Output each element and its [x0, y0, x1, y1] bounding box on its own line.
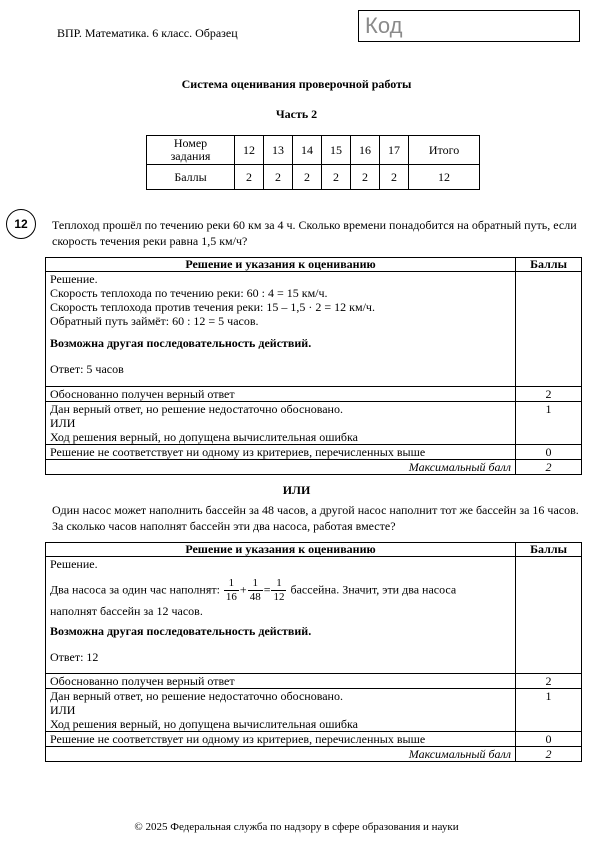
points-label: Баллы — [147, 165, 235, 190]
equals-sign: = — [263, 582, 271, 597]
solution-row — [46, 272, 582, 387]
fraction — [224, 577, 239, 604]
total-label: Итого — [409, 136, 480, 165]
task-number: 13 — [264, 136, 293, 165]
criterion-row — [46, 689, 582, 732]
max-score-row — [46, 460, 582, 475]
criterion-text: Обоснованно получен верный ответ — [46, 674, 516, 689]
fraction — [271, 577, 286, 604]
criterion-text — [46, 689, 516, 732]
task-number: 17 — [380, 136, 409, 165]
score-table — [146, 135, 480, 190]
criterion-row — [46, 732, 582, 747]
grading-header-row — [46, 543, 582, 557]
solution-cell — [46, 557, 516, 674]
fraction-numerator: 1 — [224, 577, 239, 591]
max-score-row — [46, 747, 582, 762]
criterion-text: Решение не соответствует ни одному из критериев, перечисленных выше — [46, 445, 516, 460]
fraction-denominator: 48 — [249, 591, 261, 603]
problem-text-1: Теплоход прошёл по течению реки 60 км за 4 ч. Сколько времени понадобится на обратный путь, если скорость течения реки равна 1,5 км/ч? — [52, 218, 577, 248]
footer-copyright: © 2025 Федеральная служба по надзору в сфере образования и науки — [134, 821, 459, 833]
or-separator: ИЛИ — [282, 483, 311, 497]
solution-heading: Решение. — [50, 557, 98, 571]
criterion-points: 0 — [516, 445, 582, 460]
max-score-label: Максимальный балл — [46, 460, 516, 475]
total-points: 12 — [409, 165, 480, 190]
part-title: Часть 2 — [275, 107, 318, 121]
answer: Ответ: 5 часов — [50, 362, 124, 376]
task-number: 15 — [322, 136, 351, 165]
header-title: ВПР. Математика. 6 класс. Образец — [57, 26, 238, 40]
task-number-label-line1: Номер — [173, 136, 208, 150]
criterion-points: 0 — [516, 732, 582, 747]
problem-text-2: Один насос может наполнить бассейн за 48 часов, а другой насос наполнит тот же бассейн за 16 часов. За сколько часов наполнят бассейн эти два насоса, работая вместе? — [52, 503, 579, 533]
grading-table-1 — [45, 257, 582, 475]
solution-header: Решение и указания к оцениванию — [46, 543, 516, 557]
solution-cell — [46, 272, 516, 387]
criterion-text-b: Ход решения верный, но допущена вычислительная ошибка — [50, 430, 358, 444]
max-score-value: 2 — [516, 747, 582, 762]
criterion-or: ИЛИ — [50, 703, 76, 717]
criterion-text — [46, 402, 516, 445]
points-header: Баллы — [516, 543, 582, 557]
criterion-row — [46, 445, 582, 460]
criterion-text: Обоснованно получен верный ответ — [46, 387, 516, 402]
solution-points-cell — [516, 272, 582, 387]
solution-points-cell — [516, 557, 582, 674]
task-points: 2 — [293, 165, 322, 190]
max-score-label: Максимальный балл — [46, 747, 516, 762]
criterion-row — [46, 402, 582, 445]
solution-step: Обратный путь займёт: 60 : 12 = 5 часов. — [50, 314, 259, 328]
solution-step: Скорость теплохода по течению реки: 60 : 4 = 15 км/ч. — [50, 286, 328, 300]
fraction-numerator: 1 — [271, 577, 286, 591]
task-points: 2 — [264, 165, 293, 190]
answer: Ответ: 12 — [50, 650, 99, 664]
solution-row — [46, 557, 582, 674]
criterion-text-b: Ход решения верный, но допущена вычислительная ошибка — [50, 717, 358, 731]
task-number: 16 — [351, 136, 380, 165]
fraction-denominator: 12 — [273, 591, 285, 603]
score-table-points-row — [147, 165, 480, 190]
criterion-text-a: Дан верный ответ, но решение недостаточно обосновано. — [50, 689, 343, 703]
solution-step — [50, 577, 511, 604]
task-number: 14 — [293, 136, 322, 165]
criterion-points: 2 — [516, 387, 582, 402]
task-points: 2 — [351, 165, 380, 190]
criterion-points: 2 — [516, 674, 582, 689]
task-number-label-line2: задания — [170, 149, 211, 163]
criterion-row — [46, 387, 582, 402]
task-number: 12 — [235, 136, 264, 165]
grading-table-2 — [45, 542, 582, 762]
fraction-denominator: 16 — [225, 591, 237, 603]
task-points: 2 — [380, 165, 409, 190]
task-points: 2 — [235, 165, 264, 190]
alternative-note: Возможна другая последовательность действий. — [50, 624, 312, 638]
fraction — [248, 577, 263, 604]
criterion-row — [46, 674, 582, 689]
solution-step: Скорость теплохода против течения реки: 15 – 1,5 · 2 = 12 км/ч. — [50, 300, 375, 314]
solution-heading: Решение. — [50, 272, 98, 286]
criterion-or: ИЛИ — [50, 416, 76, 430]
score-table-header-row — [147, 136, 480, 165]
max-score-value: 2 — [516, 460, 582, 475]
page-title: Система оценивания проверочной работы — [181, 77, 412, 91]
solution-step-text: Два насоса за один час наполнят: — [50, 582, 220, 597]
task-number-label — [147, 136, 235, 165]
solution-header: Решение и указания к оцениванию — [46, 258, 516, 272]
alternative-note: Возможна другая последовательность действий. — [50, 336, 312, 350]
fraction-numerator: 1 — [248, 577, 263, 591]
grading-header-row — [46, 258, 582, 272]
solution-step: наполнят бассейн за 12 часов. — [50, 604, 203, 618]
plus-sign: + — [239, 582, 247, 597]
criterion-text: Решение не соответствует ни одному из критериев, перечисленных выше — [46, 732, 516, 747]
criterion-text-a: Дан верный ответ, но решение недостаточно обосновано. — [50, 402, 343, 416]
question-number-badge: 12 — [6, 209, 36, 239]
task-points: 2 — [322, 165, 351, 190]
points-header: Баллы — [516, 258, 582, 272]
solution-step-text: бассейна. Значит, эти два насоса — [290, 582, 457, 597]
code-field[interactable]: Код — [358, 10, 580, 42]
criterion-points: 1 — [516, 402, 582, 445]
criterion-points: 1 — [516, 689, 582, 732]
